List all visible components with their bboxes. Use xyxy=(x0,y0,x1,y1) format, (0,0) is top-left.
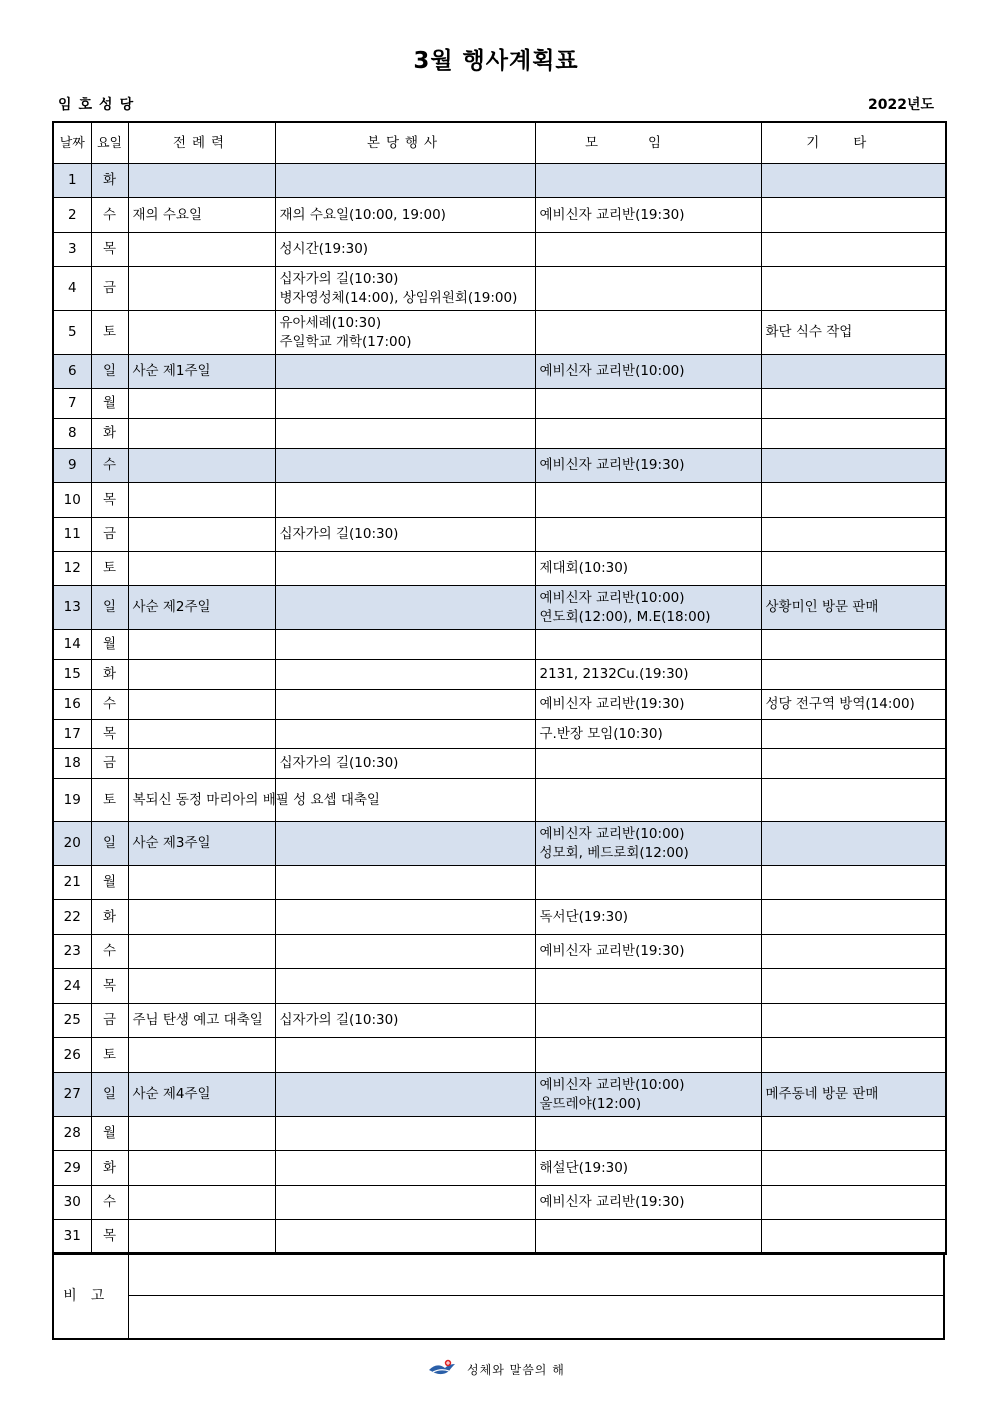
liturgy-cell xyxy=(128,552,275,586)
day-cell: 목 xyxy=(91,969,128,1004)
col-header-liturgy: 전례력 xyxy=(128,122,275,164)
meeting-line: 예비신자 교리반(19:30) xyxy=(539,457,685,473)
day-cell: 화 xyxy=(91,164,128,198)
meeting-cell xyxy=(535,690,761,720)
table-row xyxy=(53,518,946,552)
meeting-cell xyxy=(535,419,761,449)
day-cell: 화 xyxy=(91,419,128,449)
other-cell xyxy=(761,483,946,518)
table-row xyxy=(53,552,946,586)
day-cell: 목 xyxy=(91,720,128,749)
date-cell: 11 xyxy=(53,518,91,552)
schedule-table xyxy=(52,121,947,1255)
parish-event-cell xyxy=(275,866,535,900)
liturgy-cell xyxy=(128,690,275,720)
liturgy-cell xyxy=(128,1186,275,1220)
liturgy-cell: 주님 탄생 예고 대축일 xyxy=(128,1004,275,1038)
liturgy-cell xyxy=(128,389,275,419)
other-cell xyxy=(761,1117,946,1151)
day-cell: 화 xyxy=(91,660,128,690)
parish-event-line: 십자가의 길(10:30) xyxy=(279,270,399,287)
liturgy-cell xyxy=(128,900,275,935)
table-row xyxy=(53,749,946,779)
other-cell xyxy=(761,1151,946,1186)
date-cell: 7 xyxy=(53,389,91,419)
table-row xyxy=(53,311,946,355)
day-cell: 일 xyxy=(91,586,128,630)
parish-event-line: 재의 수요일(10:00, 19:00) xyxy=(279,206,446,223)
day-cell: 금 xyxy=(91,267,128,311)
liturgy-cell xyxy=(128,630,275,660)
table-row xyxy=(53,822,946,866)
day-cell: 수 xyxy=(91,690,128,720)
other-cell xyxy=(761,1004,946,1038)
date-cell: 12 xyxy=(53,552,91,586)
table-row xyxy=(53,630,946,660)
parish-event-cell xyxy=(275,822,535,866)
other-cell xyxy=(761,198,946,233)
parish-event-cell xyxy=(275,449,535,483)
meeting-line: 제대회(10:30) xyxy=(539,560,629,576)
parish-event-cell xyxy=(275,900,535,935)
table-row xyxy=(53,866,946,900)
liturgy-cell xyxy=(128,233,275,267)
table-row xyxy=(53,233,946,267)
day-cell: 토 xyxy=(91,1038,128,1073)
meeting-line: 예비신자 교리반(10:00) xyxy=(539,589,685,606)
meeting-cell xyxy=(535,969,761,1004)
col-header-date: 날짜 xyxy=(53,122,91,164)
meeting-cell xyxy=(535,449,761,483)
meeting-cell xyxy=(535,164,761,198)
liturgy-cell xyxy=(128,1151,275,1186)
dove-logo-icon xyxy=(427,1358,457,1381)
meeting-line: 해설단(19:30) xyxy=(539,1159,629,1176)
meeting-cell xyxy=(535,900,761,935)
other-cell xyxy=(761,355,946,389)
other-cell xyxy=(761,267,946,311)
meeting-cell xyxy=(535,1073,761,1117)
other-cell xyxy=(761,1038,946,1073)
liturgy-cell xyxy=(128,969,275,1004)
other-cell xyxy=(761,866,946,900)
meeting-cell xyxy=(535,866,761,900)
date-cell: 9 xyxy=(53,449,91,483)
parish-event-cell xyxy=(275,1004,535,1038)
parish-event-cell xyxy=(275,419,535,449)
parish-event-cell xyxy=(275,311,535,355)
liturgy-cell: 재의 수요일 xyxy=(128,198,275,233)
liturgy-cell xyxy=(128,749,275,779)
day-cell: 토 xyxy=(91,552,128,586)
meeting-cell xyxy=(535,1186,761,1220)
liturgy-cell xyxy=(128,449,275,483)
parish-event-cell xyxy=(275,969,535,1004)
meeting-line: 예비신자 교리반(10:00) xyxy=(539,363,685,379)
date-cell: 6 xyxy=(53,355,91,389)
meeting-cell xyxy=(535,267,761,311)
meeting-cell xyxy=(535,198,761,233)
table-row xyxy=(53,935,946,969)
parish-event-cell xyxy=(275,1220,535,1254)
liturgy-cell: 사순 제2주일 xyxy=(128,586,275,630)
parish-event-cell xyxy=(275,720,535,749)
table-row xyxy=(53,267,946,311)
parish-event-cell xyxy=(275,518,535,552)
date-cell: 30 xyxy=(53,1186,91,1220)
parish-event-line: 십자가의 길(10:30) xyxy=(279,1012,399,1028)
other-cell: 상황미인 방문 판매 xyxy=(761,586,946,630)
table-row xyxy=(53,720,946,749)
other-cell xyxy=(761,935,946,969)
meeting-line: 독서단(19:30) xyxy=(539,908,629,925)
meeting-cell xyxy=(535,1151,761,1186)
table-row xyxy=(53,900,946,935)
other-cell xyxy=(761,389,946,419)
day-cell: 월 xyxy=(91,1117,128,1151)
date-cell: 28 xyxy=(53,1117,91,1151)
parish-event-cell xyxy=(275,660,535,690)
header-row xyxy=(53,122,946,164)
parish-event-line: 병자영성체(14:00), 상임위원회(19:00) xyxy=(279,289,518,306)
day-cell: 토 xyxy=(91,779,128,822)
meeting-cell xyxy=(535,630,761,660)
meeting-line: 예비신자 교리반(19:30) xyxy=(539,943,685,959)
year-label: 2022년도 xyxy=(867,97,934,113)
meeting-cell xyxy=(535,660,761,690)
parish-event-cell xyxy=(275,749,535,779)
liturgy-cell: 사순 제3주일 xyxy=(128,822,275,866)
other-cell xyxy=(761,518,946,552)
date-cell: 10 xyxy=(53,483,91,518)
meeting-line: 성모회, 베드로회(12:00) xyxy=(539,844,689,861)
date-cell: 17 xyxy=(53,720,91,749)
parish-event-cell xyxy=(275,690,535,720)
parish-event-cell xyxy=(275,233,535,267)
date-cell: 24 xyxy=(53,969,91,1004)
parish-event-cell xyxy=(275,630,535,660)
table-row xyxy=(53,449,946,483)
parish-event-cell xyxy=(275,267,535,311)
meeting-cell xyxy=(535,389,761,419)
date-cell: 23 xyxy=(53,935,91,969)
date-cell: 22 xyxy=(53,900,91,935)
day-cell: 금 xyxy=(91,518,128,552)
parish-event-cell xyxy=(275,1073,535,1117)
day-cell: 일 xyxy=(91,1073,128,1117)
table-row xyxy=(53,198,946,233)
other-cell xyxy=(761,969,946,1004)
parish-event-cell xyxy=(275,552,535,586)
meeting-line: 예비신자 교리반(19:30) xyxy=(539,696,685,712)
date-cell: 2 xyxy=(53,198,91,233)
day-cell: 금 xyxy=(91,1004,128,1038)
meeting-line: 구.반장 모임(10:30) xyxy=(539,725,663,742)
table-row xyxy=(53,389,946,419)
parish-event-cell xyxy=(275,586,535,630)
day-cell: 월 xyxy=(91,389,128,419)
meeting-line: 울뜨레야(12:00) xyxy=(539,1095,642,1112)
other-cell xyxy=(761,1186,946,1220)
table-row xyxy=(53,483,946,518)
liturgy-cell xyxy=(128,518,275,552)
day-cell: 수 xyxy=(91,198,128,233)
date-cell: 21 xyxy=(53,866,91,900)
day-cell: 일 xyxy=(91,355,128,389)
parish-event-line: 유아세례(10:30) xyxy=(279,314,382,331)
liturgy-cell: 복되신 동정 마리아의 배필 성 요셉 대축일 xyxy=(128,779,275,822)
schedule-body xyxy=(53,164,946,1254)
day-cell: 화 xyxy=(91,900,128,935)
other-cell xyxy=(761,1220,946,1254)
date-cell: 16 xyxy=(53,690,91,720)
day-cell: 목 xyxy=(91,233,128,267)
date-cell: 20 xyxy=(53,822,91,866)
table-row xyxy=(53,1220,946,1254)
table-row xyxy=(53,419,946,449)
table-row xyxy=(53,1151,946,1186)
date-cell: 13 xyxy=(53,586,91,630)
meeting-cell xyxy=(535,483,761,518)
meeting-cell xyxy=(535,720,761,749)
liturgy-cell xyxy=(128,267,275,311)
date-cell: 26 xyxy=(53,1038,91,1073)
page-title: 3월 행사계획표 xyxy=(413,48,579,74)
meeting-cell xyxy=(535,1004,761,1038)
meeting-cell xyxy=(535,1038,761,1073)
liturgy-cell xyxy=(128,935,275,969)
notes-line-2[interactable] xyxy=(128,1296,944,1339)
day-cell: 화 xyxy=(91,1151,128,1186)
meeting-cell xyxy=(535,552,761,586)
meeting-cell xyxy=(535,935,761,969)
liturgy-cell xyxy=(128,660,275,690)
table-row xyxy=(53,660,946,690)
liturgy-cell xyxy=(128,419,275,449)
other-cell xyxy=(761,449,946,483)
col-header-parish-event: 본당행사 xyxy=(275,122,535,164)
day-cell: 목 xyxy=(91,483,128,518)
liturgy-cell xyxy=(128,164,275,198)
table-row xyxy=(53,1186,946,1220)
table-row xyxy=(53,1117,946,1151)
meeting-cell xyxy=(535,749,761,779)
day-cell: 월 xyxy=(91,630,128,660)
liturgy-cell xyxy=(128,866,275,900)
day-cell: 목 xyxy=(91,1220,128,1254)
liturgy-cell xyxy=(128,1220,275,1254)
other-cell xyxy=(761,660,946,690)
notes-label: 비고 xyxy=(53,1253,128,1339)
date-cell: 3 xyxy=(53,233,91,267)
meeting-line: 2131, 2132Cu.(19:30) xyxy=(539,666,689,682)
liturgy-cell xyxy=(128,311,275,355)
liturgy-cell xyxy=(128,720,275,749)
liturgy-cell: 사순 제1주일 xyxy=(128,355,275,389)
table-row xyxy=(53,1004,946,1038)
notes-line-1[interactable] xyxy=(128,1253,944,1296)
table-row xyxy=(53,586,946,630)
date-cell: 25 xyxy=(53,1004,91,1038)
day-cell: 수 xyxy=(91,1186,128,1220)
date-cell: 8 xyxy=(53,419,91,449)
meeting-line: 예비신자 교리반(19:30) xyxy=(539,1194,685,1210)
table-row xyxy=(53,969,946,1004)
table-row xyxy=(53,1038,946,1073)
parish-name: 임호성당 xyxy=(58,97,141,113)
liturgy-cell xyxy=(128,1038,275,1073)
meeting-cell xyxy=(535,233,761,267)
other-cell xyxy=(761,233,946,267)
meeting-cell xyxy=(535,779,761,822)
date-cell: 29 xyxy=(53,1151,91,1186)
date-cell: 27 xyxy=(53,1073,91,1117)
other-cell xyxy=(761,164,946,198)
parish-event-cell xyxy=(275,935,535,969)
date-cell: 19 xyxy=(53,779,91,822)
meeting-cell xyxy=(535,311,761,355)
col-header-other: 기타 xyxy=(761,122,946,164)
parish-event-cell xyxy=(275,1117,535,1151)
day-cell: 금 xyxy=(91,749,128,779)
table-row xyxy=(53,779,946,822)
day-cell: 수 xyxy=(91,935,128,969)
other-cell xyxy=(761,720,946,749)
parish-event-cell xyxy=(275,355,535,389)
col-header-meeting: 모임 xyxy=(535,122,761,164)
parish-event-line: 주일학교 개학(17:00) xyxy=(279,333,412,350)
parish-event-cell xyxy=(275,164,535,198)
date-cell: 1 xyxy=(53,164,91,198)
other-cell xyxy=(761,822,946,866)
parish-event-cell xyxy=(275,389,535,419)
table-row xyxy=(53,355,946,389)
parish-event-line: 십자가의 길(10:30) xyxy=(279,526,399,542)
meeting-cell xyxy=(535,518,761,552)
other-cell xyxy=(761,419,946,449)
meeting-cell xyxy=(535,586,761,630)
meeting-cell xyxy=(535,822,761,866)
date-cell: 4 xyxy=(53,267,91,311)
day-cell: 일 xyxy=(91,822,128,866)
other-cell xyxy=(761,552,946,586)
meeting-cell xyxy=(535,1220,761,1254)
date-cell: 15 xyxy=(53,660,91,690)
parish-event-cell xyxy=(275,198,535,233)
meeting-line: 예비신자 교리반(10:00) xyxy=(539,1076,685,1093)
parish-event-cell xyxy=(275,1151,535,1186)
meeting-cell xyxy=(535,355,761,389)
day-cell: 토 xyxy=(91,311,128,355)
liturgy-cell: 사순 제4주일 xyxy=(128,1073,275,1117)
other-cell xyxy=(761,900,946,935)
other-cell: 메주동네 방문 판매 xyxy=(761,1073,946,1117)
parish-event-line: 십자가의 길(10:30) xyxy=(279,755,399,771)
col-header-day: 요일 xyxy=(91,122,128,164)
other-cell xyxy=(761,749,946,779)
liturgy-cell xyxy=(128,1117,275,1151)
liturgy-cell xyxy=(128,483,275,518)
day-cell: 수 xyxy=(91,449,128,483)
other-cell: 성당 전구역 방역(14:00) xyxy=(761,690,946,720)
parish-event-line: 성시간(19:30) xyxy=(279,241,369,257)
table-row xyxy=(53,1073,946,1117)
footer-text: 성체와 말씀의 해 xyxy=(467,1363,565,1377)
day-cell: 월 xyxy=(91,866,128,900)
meeting-line: 연도회(12:00), M.E(18:00) xyxy=(539,608,711,625)
meeting-line: 예비신자 교리반(19:30) xyxy=(539,206,685,223)
other-cell: 화단 식수 작업 xyxy=(761,311,946,355)
table-row xyxy=(53,164,946,198)
date-cell: 18 xyxy=(53,749,91,779)
other-cell xyxy=(761,630,946,660)
meeting-cell xyxy=(535,1117,761,1151)
table-row xyxy=(53,690,946,720)
footer xyxy=(0,1358,992,1381)
date-cell: 5 xyxy=(53,311,91,355)
parish-event-cell xyxy=(275,483,535,518)
notes-table xyxy=(52,1252,945,1340)
meeting-line: 예비신자 교리반(10:00) xyxy=(539,825,685,842)
parish-event-cell xyxy=(275,1186,535,1220)
parish-event-cell xyxy=(275,1038,535,1073)
date-cell: 14 xyxy=(53,630,91,660)
other-cell xyxy=(761,779,946,822)
date-cell: 31 xyxy=(53,1220,91,1254)
